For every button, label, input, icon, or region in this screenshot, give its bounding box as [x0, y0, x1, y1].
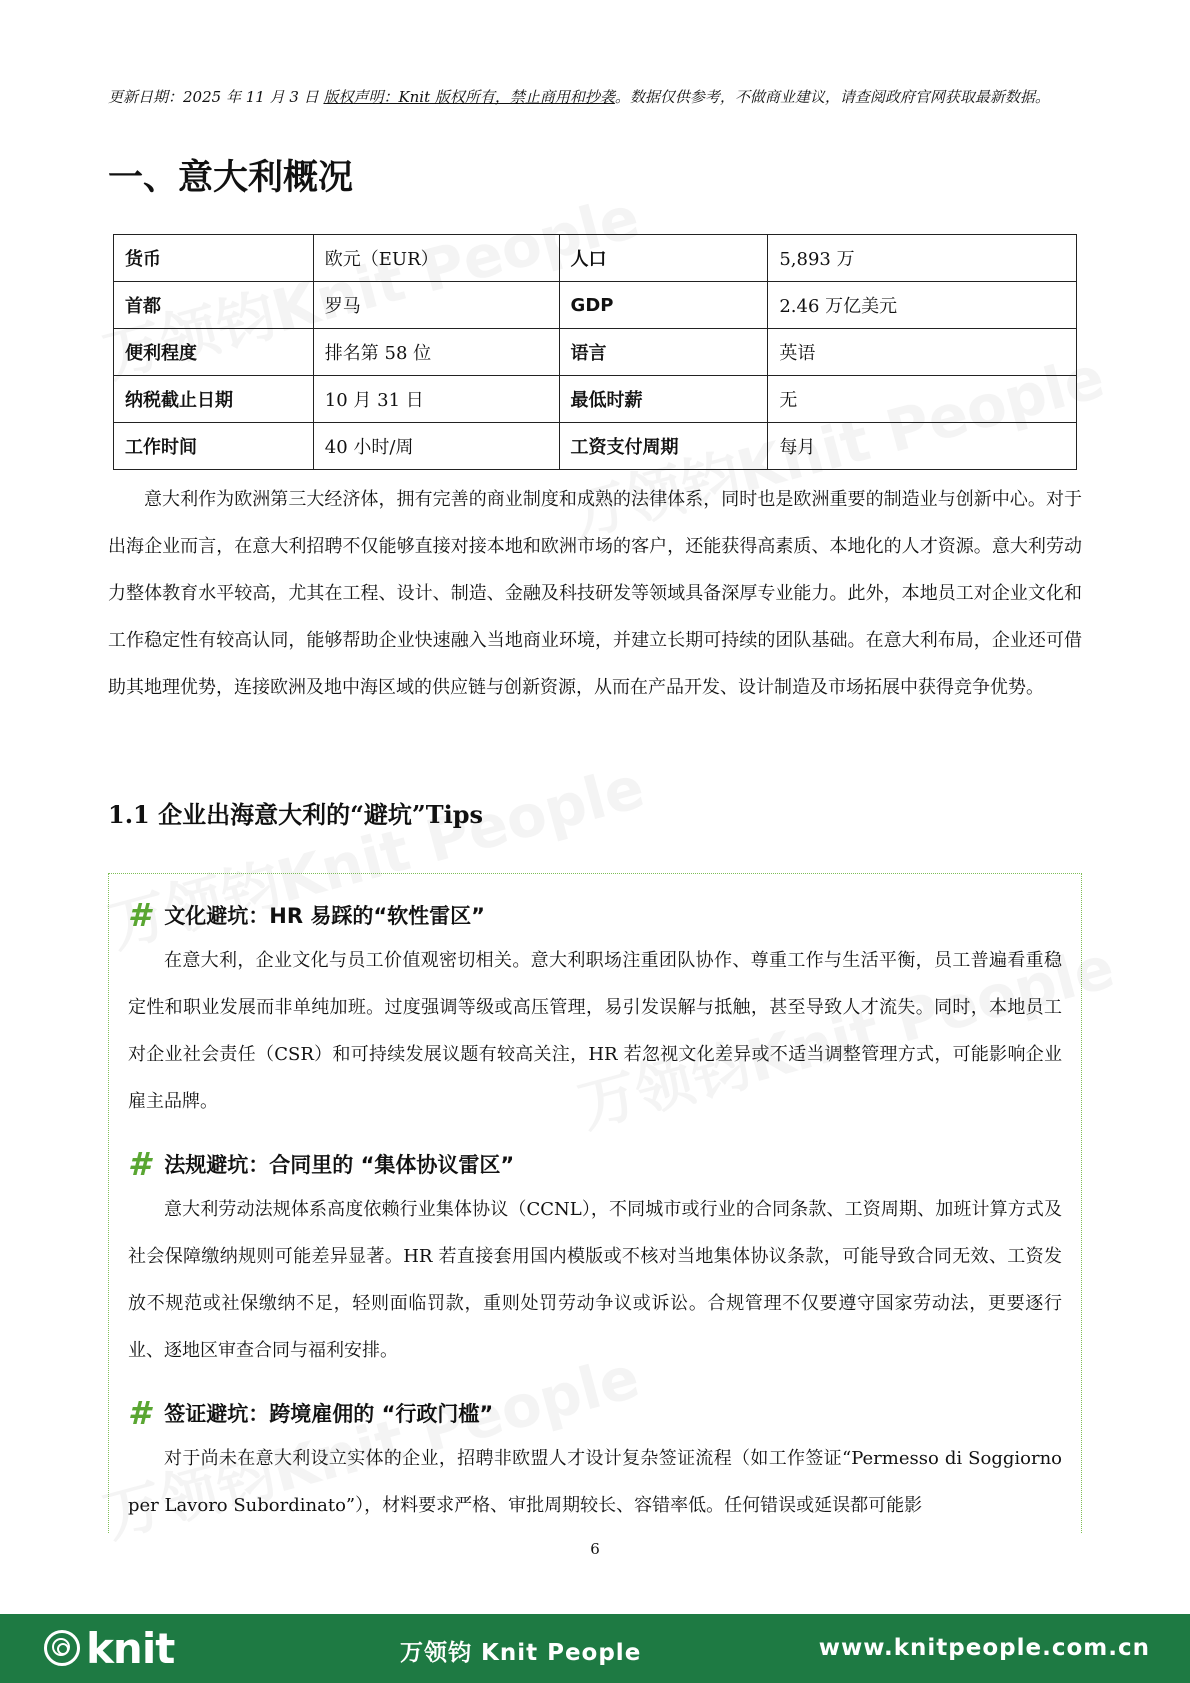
section-title: 一、意大利概况	[108, 158, 354, 198]
table-key: 纳税截止日期	[114, 376, 314, 423]
table-key: 货币	[114, 235, 314, 282]
footer-website-link[interactable]: www.knitpeople.com.cn	[818, 1635, 1150, 1661]
hash-icon: #	[128, 1145, 151, 1183]
table-key: GDP	[559, 282, 768, 329]
intro-paragraph: 意大利作为欧洲第三大经济体，拥有完善的商业制度和成熟的法律体系，同时也是欧洲重要的制造业与创新中心。对于出海企业而言，在意大利招聘不仅能够直接对接本地和欧洲市场的客户，还能获得高素质、本地化的人才资源。意大利劳动力整体教育水平较高，尤其在工程、设计、制造、金融及科技研发等领域具备深厚专业能力。此外，本地员工对企业文化和工作稳定性有较高认同，能够帮助企业快速融入当地商业环境，并建立长期可持续的团队基础。在意大利布局，企业还可借助其地理优势，连接欧洲及地中海区域的供应链与创新资源，从而在产品开发、设计制造及市场拓展中获得竞争优势。	[108, 489, 1082, 698]
page-number: 6	[590, 1540, 600, 1558]
update-date: 更新日期：2025 年 11 月 3 日	[108, 88, 319, 106]
tip-title: 签证避坑：跨境雇佣的 “行政门槛”	[164, 1402, 494, 1426]
tip-body-culture: 在意大利，企业文化与员工价值观密切相关。意大利职场注重团队协作、尊重工作与生活平衡，员工普遍看重稳定性和职业发展而非单纯加班。过度强调等级或高压管理，易引发误解与抵触，甚至导致人才流失。同时，本地员工对企业社会责任（CSR）和可持续发展议题有较高关注，HR 若忽视文化差异或不适当调整管理方式，可能影响企业雇主品牌。	[128, 950, 1062, 1112]
header-line	[108, 86, 1098, 107]
overview-table	[113, 234, 1077, 470]
hash-icon: #	[128, 896, 151, 934]
tip-heading-regulation	[128, 1145, 514, 1183]
table-value: 40 小时/周	[313, 423, 559, 470]
knit-logo	[44, 1624, 174, 1672]
table-value: 2.46 万亿美元	[768, 282, 1077, 329]
tip-body-visa: 对于尚未在意大利设立实体的企业，招聘非欧盟人才设计复杂签证流程（如工作签证“Permesso di Soggiorno per Lavoro Subordinato”），材料要求严格、审批周期较长、容错率低。任何错误或延误都可能影	[128, 1448, 1062, 1516]
tip-title: 文化避坑：HR 易踩的“软性雷区”	[164, 904, 485, 928]
table-key: 语言	[559, 329, 768, 376]
table-value: 排名第 58 位	[313, 329, 559, 376]
footer-brand: 万领钧 Knit People	[400, 1640, 642, 1666]
logo-text: knit	[86, 1623, 175, 1673]
table-value: 5,893 万	[768, 235, 1077, 282]
table-key: 工资支付周期	[559, 423, 768, 470]
table-key: 最低时薪	[559, 376, 768, 423]
table-row	[114, 376, 1077, 423]
table-value: 每月	[768, 423, 1077, 470]
table-key: 首都	[114, 282, 314, 329]
table-key: 人口	[559, 235, 768, 282]
table-value: 欧元（EUR）	[313, 235, 559, 282]
tip-body-regulation: 意大利劳动法规体系高度依赖行业集体协议（CCNL），不同城市或行业的合同条款、工资周期、加班计算方式及社会保障缴纳规则可能差异显著。HR 若直接套用国内模版或不核对当地集体协议条款，可能导致合同无效、工资发放不规范或社保缴纳不足，轻则面临罚款，重则处罚劳动争议或诉讼。合规管理不仅要遵守国家劳动法，更要逐行业、逐地区审查合同与福利安排。	[128, 1199, 1062, 1361]
footer-bar	[0, 1614, 1190, 1683]
subsection-title: 1.1 企业出海意大利的“避坑”Tips	[108, 800, 483, 829]
table-key: 工作时间	[114, 423, 314, 470]
table-value: 无	[768, 376, 1077, 423]
table-key: 便利程度	[114, 329, 314, 376]
table-value: 罗马	[313, 282, 559, 329]
tip-heading-culture	[128, 896, 485, 934]
tip-title: 法规避坑：合同里的 “集体协议雷区”	[164, 1153, 515, 1177]
knit-logo-icon	[44, 1630, 80, 1666]
tip-heading-visa	[128, 1394, 493, 1432]
table-row	[114, 423, 1077, 470]
table-row	[114, 329, 1077, 376]
table-row	[114, 235, 1077, 282]
table-value: 10 月 31 日	[313, 376, 559, 423]
table-row	[114, 282, 1077, 329]
copyright-notice: 版权声明：Knit 版权所有，禁止商用和抄袭	[323, 88, 615, 106]
table-value: 英语	[768, 329, 1077, 376]
hash-icon: #	[128, 1394, 151, 1432]
disclaimer: 。数据仅供参考，不做商业建议，请查阅政府官网获取最新数据。	[614, 88, 1050, 106]
